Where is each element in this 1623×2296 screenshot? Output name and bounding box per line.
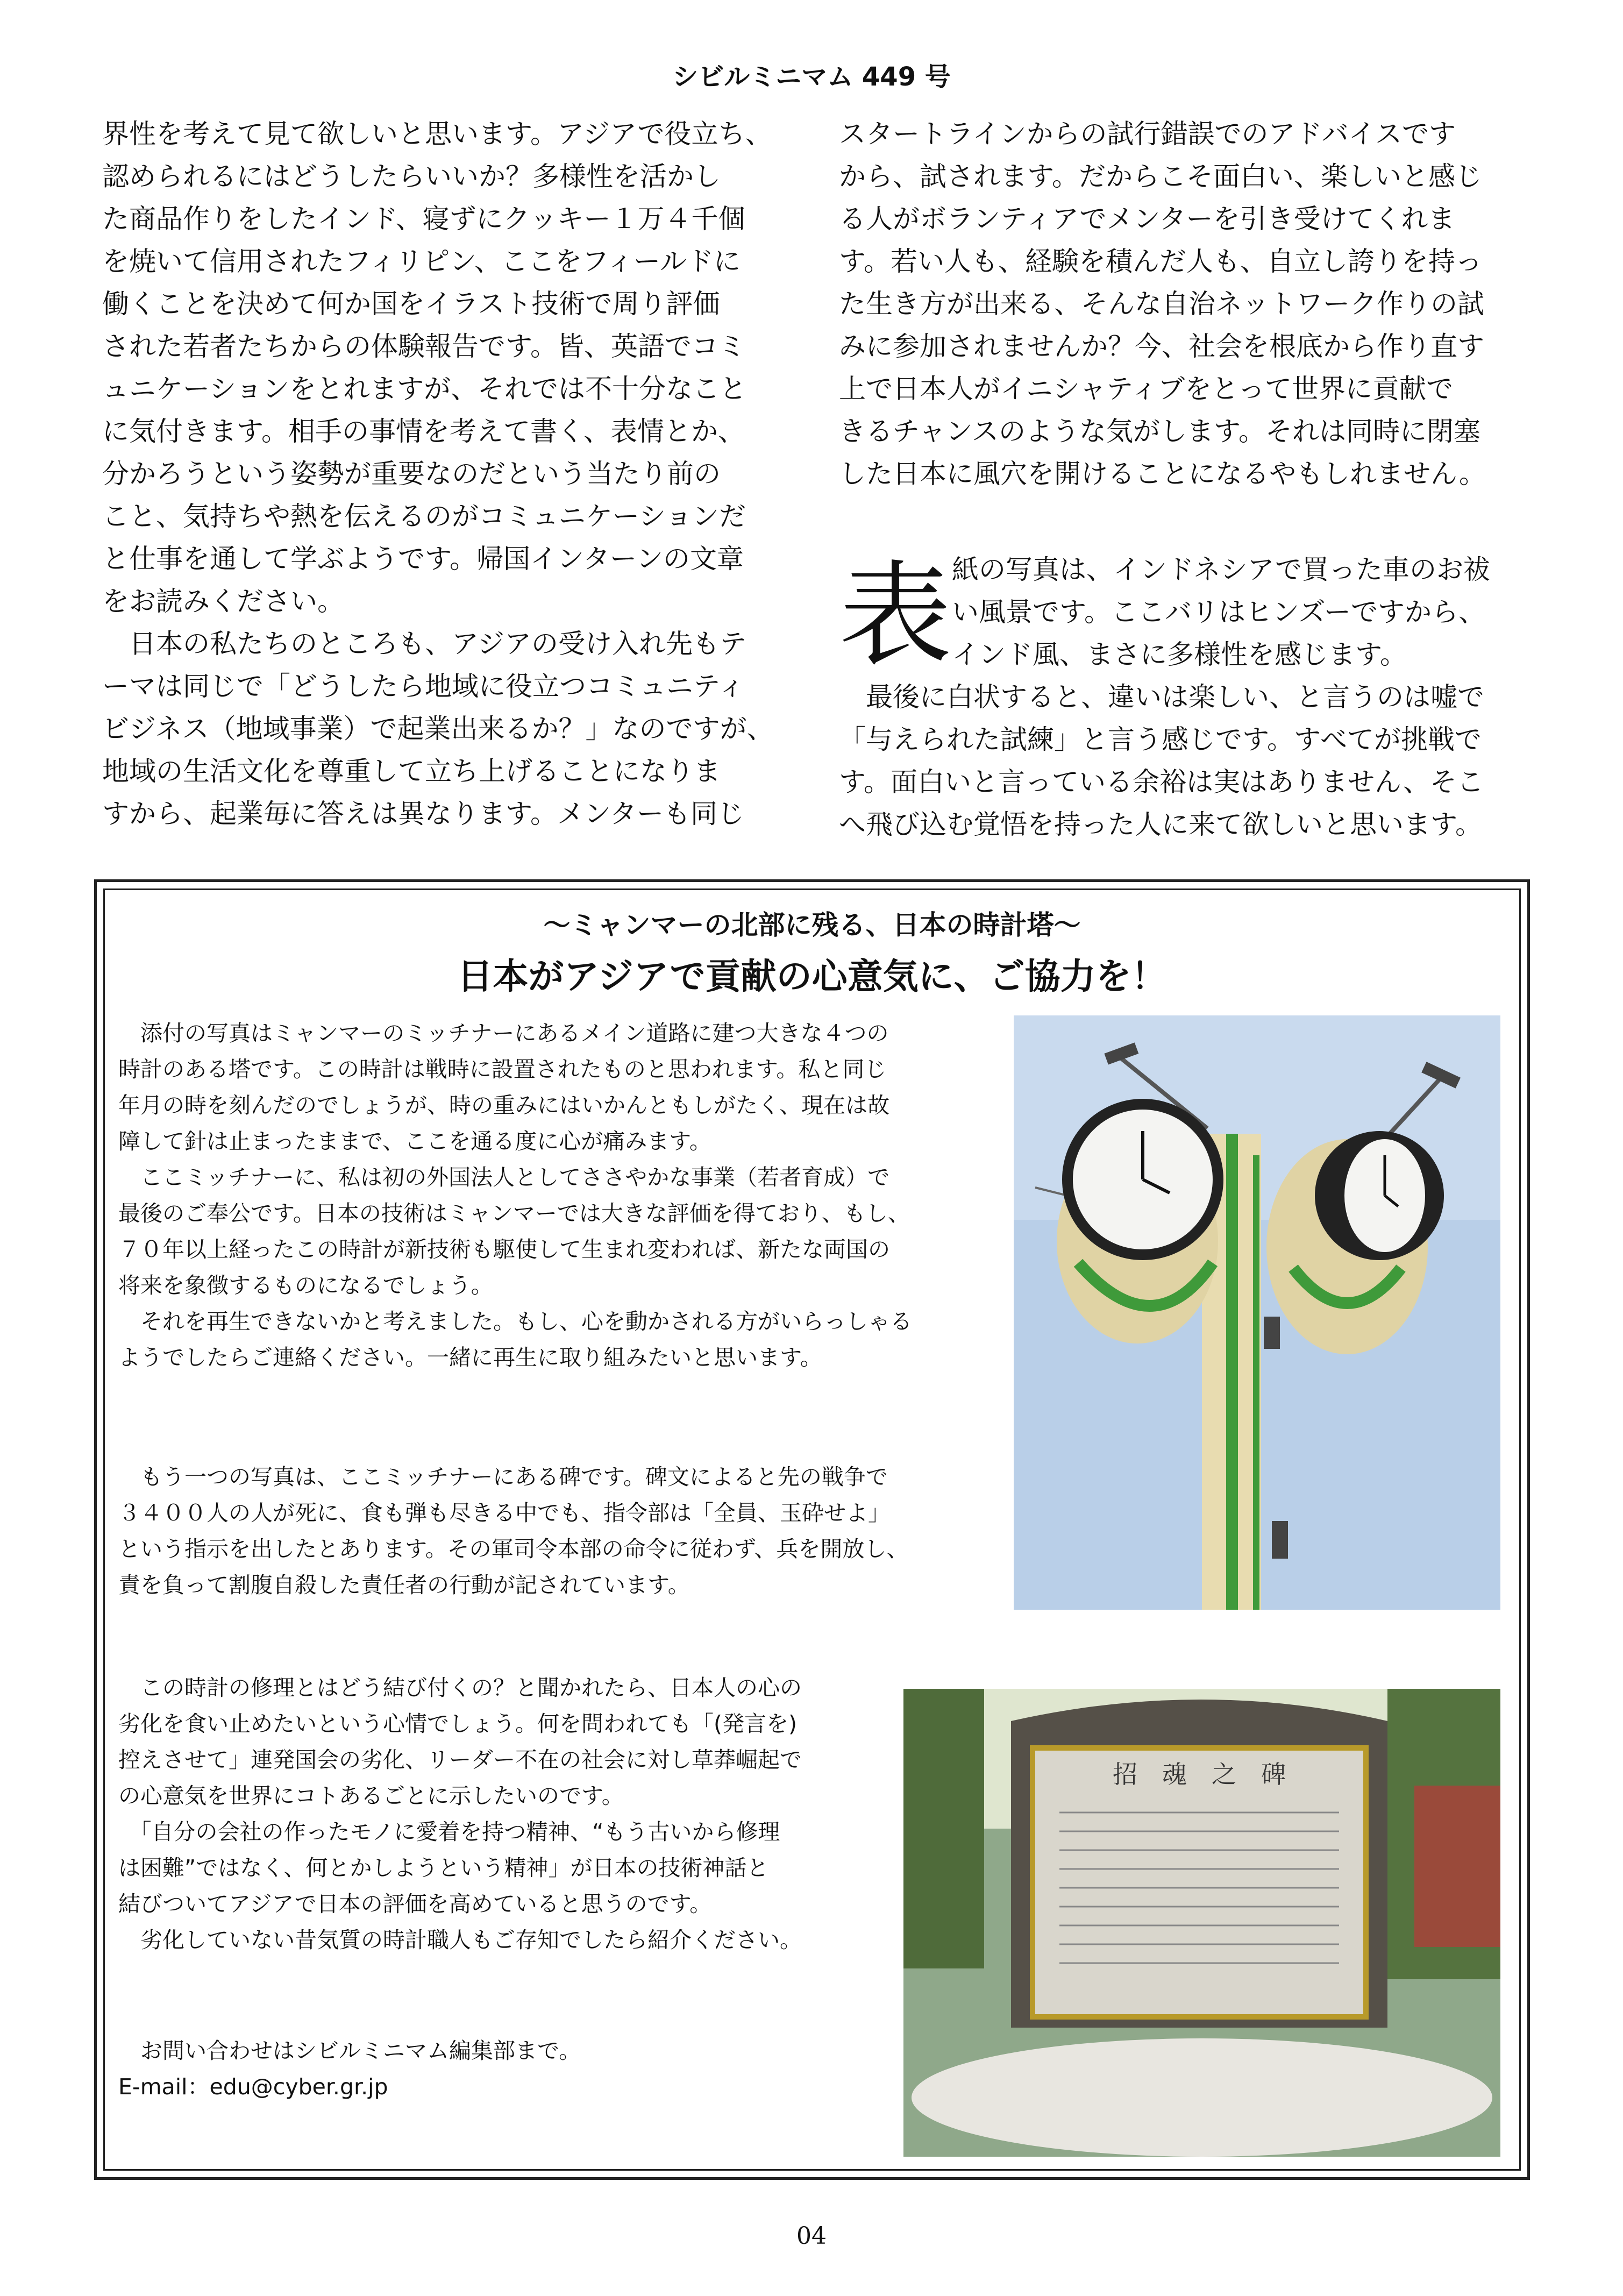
text-line: と仕事を通して学ぶようです。帰国インターンの文章 xyxy=(102,543,744,574)
dropcap-paragraph xyxy=(952,549,1490,676)
text-line: 分かろうという姿勢が重要なのだという当たり前の xyxy=(102,458,721,489)
text-line: を焼いて信用されたフィリピン、ここをフィールドに xyxy=(102,246,741,277)
text-line: へ飛び込む覚悟を持った人に来て欲しいと思います。 xyxy=(839,809,1482,840)
text-line: 紙の写真は、インドネシアで買った車のお祓 xyxy=(952,554,1490,585)
text-line: い風景です。ここバリはヒンズーですから、 xyxy=(952,596,1485,628)
text-line: インド風、まさに多様性を感じます。 xyxy=(952,639,1407,670)
text-line: みに参加されませんか？今、社会を根底から作り直す xyxy=(839,331,1484,362)
dropcap: 表 xyxy=(839,550,952,681)
text-line: 「与えられた試練」と言う感じです。すべてが挑戦で xyxy=(839,724,1482,755)
text-line: 認められるにはどうしたらいいか？多様性を活かし xyxy=(102,161,721,192)
feature-paragraph-monument xyxy=(118,1459,908,1603)
feature-text-line: 結びついてアジアで日本の評価を高めていると思うのです。 xyxy=(118,1891,712,1917)
feature-subtitle: ～ミャンマーの北部に残る、日本の時計塔～ xyxy=(543,909,1081,941)
feature-text-line: 添付の写真はミャンマーのミッチナーにあるメイン道路に建つ大きな４つの xyxy=(118,1020,889,1046)
text-line: 日本の私たちのところも、アジアの受け入れ先もテ xyxy=(102,628,746,659)
text-line: す。面白いと言っている余裕は実はありません、そこ xyxy=(839,766,1484,798)
contact-text: お問い合わせはシビルミニマム編集部まで。 xyxy=(118,2038,581,2064)
page-header: シビルミニマム 449 号 xyxy=(672,62,951,92)
text-line: ュニケーションをとれますが、それでは不十分なこと xyxy=(102,373,746,404)
contact-email: E-mail：edu@cyber.gr.jp xyxy=(118,2074,388,2100)
right-column-top xyxy=(839,113,1538,495)
feature-text-line: ここミッチナーに、私は初の外国法人としてささやかな事業（若者育成）で xyxy=(118,1164,890,1190)
feature-text-line: ７０年以上経ったこの時計が新技術も駆使して生まれ変われば、新たな両国の xyxy=(118,1236,890,1262)
text-line: 働くことを決めて何か国をイラスト技術で周り評価 xyxy=(102,288,720,319)
text-line: した日本に風穴を開けることになるやもしれません。 xyxy=(839,458,1486,489)
text-line: きるチャンスのような気がします。それは同時に閉塞 xyxy=(839,416,1480,447)
monument-photo xyxy=(903,1689,1500,2157)
feature-text-line: 年月の時を刻んだのでしょうが、時の重みにはいかんともしがたく、現在は故 xyxy=(118,1092,890,1118)
feature-text-line: 障して針は止まったままで、ここを通る度に心が痛みます。 xyxy=(118,1128,711,1154)
feature-text-line: それを再生できないかと考えました。もし、心を動かされる方がいらっしゃる xyxy=(118,1309,912,1334)
text-line: ーマは同じで「どうしたら地域に役立つコミュニティ xyxy=(102,671,745,702)
feature-text-line: 控えさせて」連発国会の劣化、リーダー不在の社会に対し草莽崛起で xyxy=(118,1747,802,1773)
monument-inscription-title: 招 魂 之 碑 xyxy=(1113,1760,1286,1789)
text-line: す。若い人も、経験を積んだ人も、自立し誇りを持っ xyxy=(839,246,1482,277)
feature-text-line: ３４００人の人が死に、食も弾も尽きる中でも、指令部は「全員、玉砕せよ」 xyxy=(118,1500,890,1526)
feature-text-line: もう一つの写真は、ここミッチナーにある碑です。碑文によると先の戦争で xyxy=(118,1464,888,1490)
feature-text-line: の心意気を世界にコトあるごとに示したいのです。 xyxy=(118,1783,624,1809)
page-number: 04 xyxy=(796,2222,827,2250)
left-column xyxy=(102,113,807,835)
feature-text-line: 劣化していない昔気質の時計職人もご存知でしたら紹介ください。 xyxy=(118,1927,802,1953)
feature-paragraph-clock xyxy=(118,1015,912,1376)
feature-text-line: 最後のご奉公です。日本の技術はミャンマーでは大きな評価を得ており、もし、 xyxy=(118,1200,910,1226)
feature-text-line: 時計のある塔です。この時計は戦時に設置されたものと思われます。私と同じ xyxy=(118,1056,887,1082)
text-line: ビジネス（地域事業）で起業出来るか？」なのですが、 xyxy=(102,713,774,744)
text-line: た商品作りをしたインド、寝ずにクッキー１万４千個 xyxy=(102,203,745,234)
text-line: 最後に白状すると、違いは楽しい、と言うのは嘘で xyxy=(839,681,1484,713)
text-line: された若者たちからの体験報告です。皆、英語でコミ xyxy=(102,331,745,362)
text-line: 界性を考えて見て欲しいと思います。アジアで役立ち、 xyxy=(102,118,772,150)
text-line: すから、起業毎に答えは異なります。メンターも同じ xyxy=(102,798,744,829)
feature-paragraph-repair xyxy=(118,1670,802,1958)
feature-text-line: という指示を出したとあります。その軍司令本部の命令に従わず、兵を開放し、 xyxy=(118,1536,909,1562)
feature-text-line: この時計の修理とはどう結び付くの？と聞かれたら、日本人の心の xyxy=(118,1675,802,1701)
text-line: る人がボランティアでメンターを引き受けてくれま xyxy=(839,203,1455,234)
text-line: こと、気持ちや熱を伝えるのがコミュニケーションだ xyxy=(102,501,746,532)
feature-contact xyxy=(118,2033,581,2105)
text-line: た生き方が出来る、そんな自治ネットワーク作りの試 xyxy=(839,288,1484,319)
feature-text-line: 責を負って割腹自殺した責任者の行動が記されています。 xyxy=(118,1572,690,1598)
clock-tower-photo xyxy=(1014,1015,1500,1610)
feature-text-line: は困難”ではなく、何とかしようという精神」が日本の技術神話と xyxy=(118,1855,769,1881)
feature-text-line: 劣化を食い止めたいという心情でしょう。何を問われても「(発言を) xyxy=(118,1711,797,1737)
text-line: 地域の生活文化を尊重して立ち上げることになりま xyxy=(102,756,721,787)
feature-title: 日本がアジアで貢献の心意気に、ご協力を！ xyxy=(457,956,1167,997)
text-line: に気付きます。相手の事情を考えて書く、表情とか、 xyxy=(102,416,745,447)
text-line: をお読みください。 xyxy=(102,586,344,617)
feature-text-line: 「自分の会社の作ったモノに愛着を持つ精神、“もう古いから修理 xyxy=(118,1819,780,1845)
feature-text-line: ようでしたらご連絡ください。一緒に再生に取り組みたいと思います。 xyxy=(118,1345,822,1370)
text-line: から、試されます。だからこそ面白い、楽しいと感じ xyxy=(839,161,1482,192)
feature-text-line: 将来を象徴するものになるでしょう。 xyxy=(118,1273,493,1298)
right-column-after xyxy=(839,676,1484,846)
text-line: スタートラインからの試行錯誤でのアドバイスです xyxy=(839,118,1456,150)
text-line: 上で日本人がイニシャティブをとって世界に貢献で xyxy=(839,373,1453,404)
